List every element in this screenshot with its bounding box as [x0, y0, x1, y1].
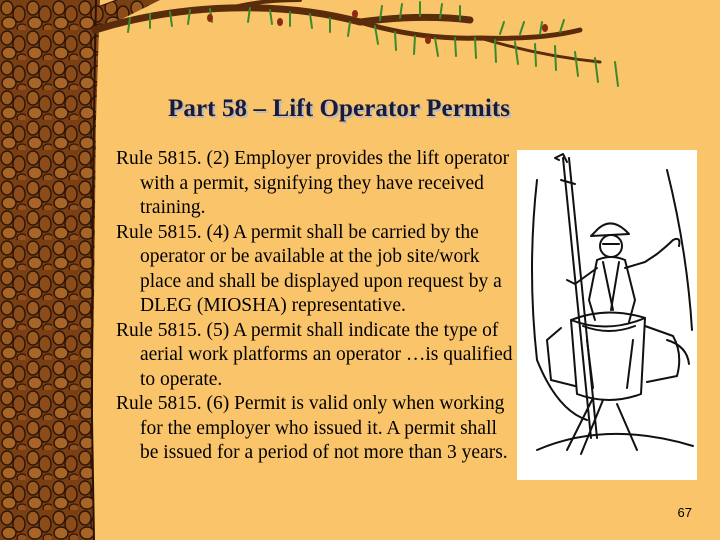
- rule-text: Permit is valid only when working for the employer who issued it. A permit shall be issued for a period of not more than 3 years.: [140, 393, 508, 463]
- rule-item: [116, 147, 516, 221]
- rule-text: Employer provides the lift operator with a permit, signifying they have received training.: [140, 148, 510, 218]
- rule-text: A permit shall indicate the type of aerial work platforms an operator …is qualified to operate.: [140, 319, 513, 390]
- page-number: 67: [677, 505, 692, 520]
- rule-label: Rule 5815. (4): [116, 221, 230, 243]
- page-title: Part 58 – Lift Operator Permits: [168, 95, 511, 122]
- rule-label: Rule 5815. (6): [116, 393, 230, 414]
- rule-item: [116, 221, 516, 319]
- rule-text: A permit shall be carried by the operator or be available at the job site/work place and shall be displayed upon request by a DLEG (MIOSHA) representative.: [140, 221, 502, 316]
- rules-list: [116, 147, 516, 466]
- rule-item: [116, 319, 516, 393]
- rule-label: Rule 5815. (5): [116, 319, 230, 341]
- rule-label: Rule 5815. (2): [116, 148, 230, 169]
- aerial-lift-worker-icon: [517, 150, 697, 480]
- rule-item: [116, 392, 516, 466]
